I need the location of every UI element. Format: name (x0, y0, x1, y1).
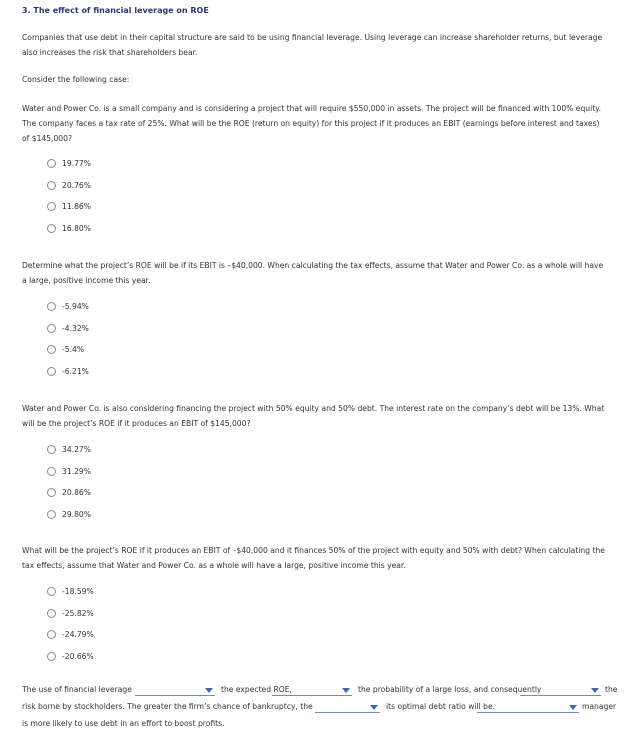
option-label: 29.80% (62, 509, 91, 519)
radio-button[interactable] (47, 467, 56, 476)
chevron-down-icon (342, 688, 350, 693)
chevron-down-icon (370, 705, 378, 710)
radio-button[interactable] (47, 630, 56, 639)
question-4-text: What will be the project’s ROE if it produces an EBIT of –$40,000 and it finances 50% of the project with equity and 50% with debt? When calculating the tax effects, assume that Water and Power Co. as a whole will have a large, positive income this year. (22, 546, 605, 570)
radio-button[interactable] (47, 324, 56, 333)
dropdown-manager-type[interactable] (477, 702, 579, 713)
dropdown-loss-probability[interactable] (272, 685, 352, 696)
question-4-options (47, 581, 94, 667)
chevron-down-icon (205, 688, 213, 693)
option-label: -4.32% (62, 323, 89, 333)
dropdown-debt-ratio[interactable] (315, 702, 380, 713)
option[interactable] (47, 439, 91, 461)
option-label: 20.76% (62, 180, 91, 190)
dropdown-leverage-effect[interactable] (135, 685, 215, 696)
radio-button[interactable] (47, 202, 56, 211)
radio-button[interactable] (47, 302, 56, 311)
option[interactable] (47, 482, 91, 504)
option-label: 34.27% (62, 445, 91, 455)
question-1-options (47, 153, 91, 239)
question-2-options (47, 296, 89, 382)
fill-text: manager (582, 702, 617, 711)
chevron-down-icon (591, 688, 599, 693)
option[interactable] (47, 504, 91, 526)
option-label: -5.94% (62, 302, 89, 312)
radio-button[interactable] (47, 510, 56, 519)
question-1-text: Water and Power Co. is a small company and is considering a project that will require $550,000 in assets. The project will be financed with 100% equity. The company faces a tax rate of 25%. What will be the ROE (return on equity) for this project if it produces an EBIT (earnings before interest and taxes) of $145,000? (22, 104, 602, 143)
question-3-text: Water and Power Co. is also considering financing the project with 50% equity and 50% debt. The interest rate on the company’s debt will be 13%. What will be the project’s ROE if it produces an EBIT of $145,000? (22, 404, 605, 428)
option-label: -24.79% (62, 630, 94, 640)
option[interactable] (47, 603, 94, 625)
fill-text: the expected ROE, (221, 685, 292, 694)
option[interactable] (47, 339, 89, 361)
option-label: 19.77% (62, 159, 91, 169)
question-2-text: Determine what the project’s ROE will be if its EBIT is –$40,000. When calculating the tax effects, assume that Water and Power Co. as a whole will have a large, positive income this year. (22, 261, 604, 285)
consider-text: Consider the following case: (22, 75, 130, 84)
question-3-options (47, 439, 91, 525)
radio-button[interactable] (47, 159, 56, 168)
option-label: -25.82% (62, 608, 94, 618)
option-label: 16.80% (62, 223, 91, 233)
option-label: 31.29% (62, 466, 91, 476)
option[interactable] (47, 318, 89, 340)
option[interactable] (47, 175, 91, 197)
option[interactable] (47, 581, 94, 603)
section-title: 3. The effect of financial leverage on ROE (22, 6, 209, 15)
radio-button[interactable] (47, 224, 56, 233)
intro-paragraph: Companies that use debt in their capital structure are said to be using financial leverage. Using leverage can increase shareholder returns, but leverage also increases the risk that shareholders bear. (22, 33, 603, 57)
option-label: -6.21% (62, 366, 89, 376)
radio-button[interactable] (47, 445, 56, 454)
option[interactable] (47, 624, 94, 646)
radio-button[interactable] (47, 488, 56, 497)
chevron-down-icon (569, 705, 577, 710)
fill-text: the (605, 685, 618, 694)
fill-text: the probability of a large loss, and consequently (358, 685, 542, 694)
fill-text: is more likely to use debt in an effort to boost profits. (22, 719, 225, 728)
option-label: -20.66% (62, 651, 94, 661)
option-label: 11.86% (62, 202, 91, 212)
radio-button[interactable] (47, 345, 56, 354)
radio-button[interactable] (47, 609, 56, 618)
option[interactable] (47, 153, 91, 175)
radio-button[interactable] (47, 367, 56, 376)
fill-text: The use of financial leverage (22, 685, 132, 694)
option[interactable] (47, 296, 89, 318)
option[interactable] (47, 196, 91, 218)
option[interactable] (47, 461, 91, 483)
radio-button[interactable] (47, 652, 56, 661)
option[interactable] (47, 646, 94, 668)
option-label: 20.86% (62, 488, 91, 498)
option-label: -5.4% (62, 345, 85, 355)
option-label: -18.59% (62, 587, 94, 597)
dropdown-risk-level[interactable] (520, 685, 601, 696)
fill-text: risk borne by stockholders. The greater the firm’s chance of bankruptcy, the (22, 702, 313, 711)
option[interactable] (47, 218, 91, 240)
option[interactable] (47, 361, 89, 383)
fill-text: its optimal debt ratio will be. (386, 702, 496, 711)
radio-button[interactable] (47, 587, 56, 596)
radio-button[interactable] (47, 181, 56, 190)
